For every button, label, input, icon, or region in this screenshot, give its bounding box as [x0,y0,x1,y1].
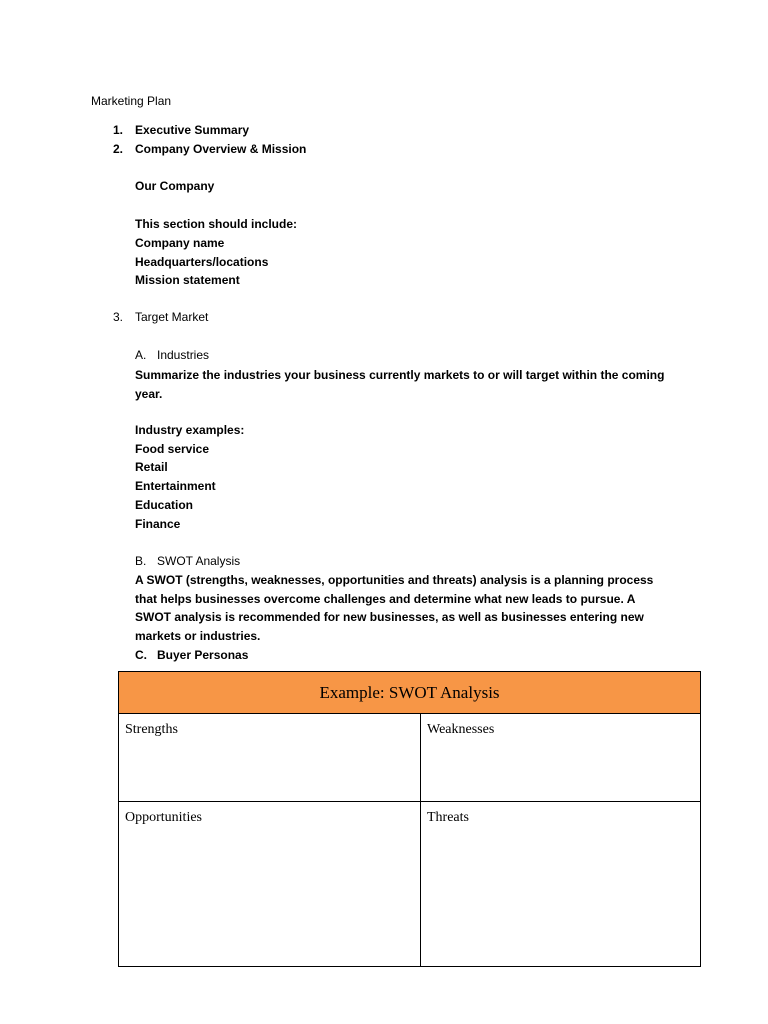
swot-cell-threats: Threats [427,810,469,825]
item-label-1: Executive Summary [135,123,250,137]
swot-heading: SWOT Analysis [157,554,241,568]
swot-letter: B. [135,554,147,568]
swot-table [118,671,701,967]
company-intro: This section should include: [135,217,298,231]
company-line-headquarters: Headquarters/locations [135,255,269,269]
swot-cell-opportunities: Opportunities [119,802,421,966]
industry-examples-label: Industry examples: [135,423,245,437]
personas-letter: C. [135,648,147,662]
swot-cell-weaknesses: Weaknesses [421,714,700,802]
company-line-name: Company name [135,236,225,250]
swot-text: A SWOT (strengths, weaknesses, opportunities and threats) analysis is a planning process that helps businesses overcome challenges and determine what new leads to pursue. A SWOT analysis is recommended for new businesses, as well as businesses entering new markets or industries. [135,573,654,643]
industries-heading: Industries [157,348,210,362]
company-heading: Our Company [135,179,215,193]
industry-example: Finance [135,517,181,531]
swot-table-header: Example: SWOT Analysis [119,672,700,714]
industry-example: Retail [135,460,168,474]
item-number-3: 3. [113,310,124,324]
industry-example: Education [135,498,194,512]
industry-example: Food service [135,442,210,456]
doc-title: Marketing Plan [91,94,172,108]
personas-heading: Buyer Personas [157,648,249,662]
item-label-3: Target Market [135,310,209,324]
item-number-1: 1. [113,123,124,137]
industries-summary: Summarize the industries your business currently markets to or will target within the coming year. [135,368,665,401]
industries-letter: A. [135,348,147,362]
industry-example: Entertainment [135,479,216,493]
company-line-mission: Mission statement [135,273,240,287]
swot-cell-strengths: Strengths [119,714,421,802]
item-number-2: 2. [113,142,124,156]
item-label-2: Company Overview & Mission [135,142,307,156]
